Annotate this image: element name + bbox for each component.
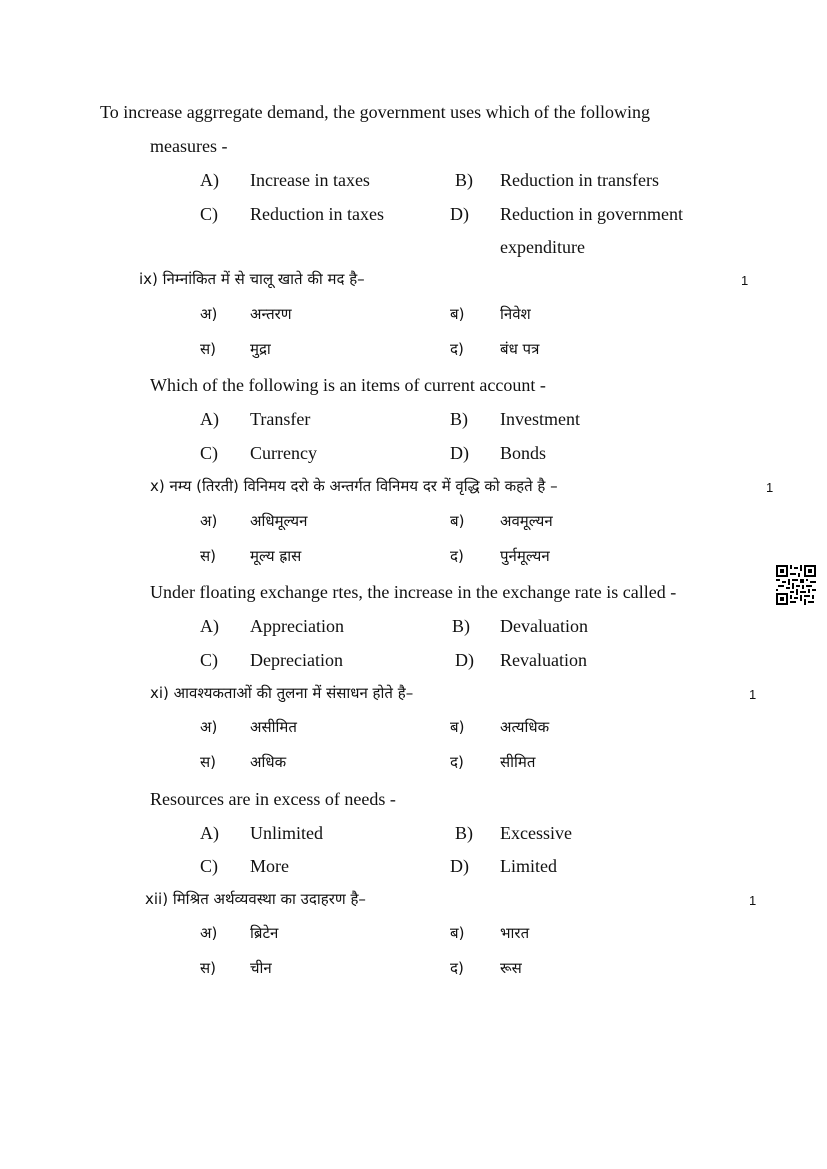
option-label: C) bbox=[200, 856, 218, 876]
option-label: अ) bbox=[200, 924, 218, 942]
option-text: Devaluation bbox=[500, 616, 588, 636]
option-text: Reduction in taxes bbox=[250, 204, 384, 224]
option-text: Increase in taxes bbox=[250, 170, 370, 190]
option-label: C) bbox=[200, 650, 218, 670]
option-label: B) bbox=[450, 409, 468, 429]
question-11-english: Resources are in excess of needs - bbox=[150, 789, 396, 809]
option-text: ब्रिटेन bbox=[250, 924, 279, 942]
option-text: अधिक bbox=[250, 753, 287, 771]
question-11-marks: 1 bbox=[749, 687, 757, 702]
option-label: स) bbox=[200, 547, 216, 565]
option-text: Appreciation bbox=[250, 616, 344, 636]
option-label: अ) bbox=[200, 305, 218, 323]
option-text-continued: expenditure bbox=[500, 237, 585, 257]
question-8-english-line2: measures - bbox=[150, 136, 228, 156]
option-label: A) bbox=[200, 823, 219, 843]
option-label: D) bbox=[450, 204, 469, 224]
option-text: Transfer bbox=[250, 409, 311, 429]
option-label: स) bbox=[200, 959, 216, 977]
option-label: स) bbox=[200, 340, 216, 358]
question-11-hindi: xi) आवश्यकताओं की तुलना में संसाधन होते है– bbox=[150, 684, 414, 702]
option-label: द) bbox=[450, 753, 464, 771]
question-12-hindi: xii) मिश्रित अर्थव्यवस्था का उदाहरण है– bbox=[145, 890, 366, 908]
option-label: C) bbox=[200, 204, 218, 224]
option-text: Reduction in transfers bbox=[500, 170, 659, 190]
question-10-english: Under floating exchange rtes, the increase in the exchange rate is called - bbox=[150, 582, 677, 602]
option-text: Reduction in government bbox=[500, 204, 683, 224]
option-text: असीमित bbox=[250, 718, 297, 736]
option-label: B) bbox=[452, 616, 470, 636]
option-text: Currency bbox=[250, 443, 317, 463]
option-label: ब) bbox=[450, 718, 465, 736]
option-label: B) bbox=[455, 823, 473, 843]
option-label: अ) bbox=[200, 512, 218, 530]
qr-code-icon bbox=[776, 565, 816, 605]
option-text: चीन bbox=[250, 959, 272, 977]
option-text: Limited bbox=[500, 856, 557, 876]
option-text: Revaluation bbox=[500, 650, 587, 670]
option-text: More bbox=[250, 856, 289, 876]
option-text: भारत bbox=[500, 924, 530, 942]
option-label: B) bbox=[455, 170, 473, 190]
option-label: A) bbox=[200, 616, 219, 636]
option-text: बंध पत्र bbox=[500, 340, 540, 358]
option-text: पुर्नमूल्यन bbox=[500, 547, 550, 565]
option-text: Bonds bbox=[500, 443, 547, 463]
option-label: ब) bbox=[450, 924, 465, 942]
question-10-hindi: x) नम्य (तिरती) विनिमय दरो के अन्तर्गत विनिमय दर में वृद्धि को कहते है – bbox=[150, 477, 558, 495]
option-text: अत्यधिक bbox=[500, 718, 550, 736]
option-text: Investment bbox=[500, 409, 580, 429]
option-label: द) bbox=[450, 959, 464, 977]
option-text: मुद्रा bbox=[250, 340, 271, 358]
option-text: Unlimited bbox=[250, 823, 323, 843]
option-label: D) bbox=[455, 650, 474, 670]
option-text: Depreciation bbox=[250, 650, 343, 670]
question-8-english-line1: To increase aggrregate demand, the government uses which of the following bbox=[100, 102, 651, 122]
option-label: D) bbox=[450, 443, 469, 463]
question-9-english: Which of the following is an items of current account - bbox=[150, 375, 546, 395]
option-label: अ) bbox=[200, 718, 218, 736]
option-label: D) bbox=[450, 856, 469, 876]
option-label: C) bbox=[200, 443, 218, 463]
option-label: द) bbox=[450, 340, 464, 358]
option-label: स) bbox=[200, 753, 216, 771]
option-label: A) bbox=[200, 170, 219, 190]
question-10-marks: 1 bbox=[766, 480, 774, 495]
option-text: अवमूल्यन bbox=[500, 512, 553, 530]
option-text: Excessive bbox=[500, 823, 572, 843]
option-text: अन्तरण bbox=[250, 305, 292, 323]
option-label: A) bbox=[200, 409, 219, 429]
question-12-marks: 1 bbox=[749, 893, 757, 908]
option-label: ब) bbox=[450, 512, 465, 530]
option-text: अधिमूल्यन bbox=[250, 512, 308, 530]
option-text: रूस bbox=[500, 959, 522, 977]
option-label: द) bbox=[450, 547, 464, 565]
option-label: ब) bbox=[450, 305, 465, 323]
option-text: मूल्य ह्रास bbox=[250, 547, 302, 565]
question-9-hindi: ix) निम्नांकित में से चालू खाते की मद है– bbox=[139, 270, 365, 288]
option-text: सीमित bbox=[500, 753, 536, 771]
question-9-marks: 1 bbox=[741, 273, 749, 288]
option-text: निवेश bbox=[500, 305, 531, 323]
